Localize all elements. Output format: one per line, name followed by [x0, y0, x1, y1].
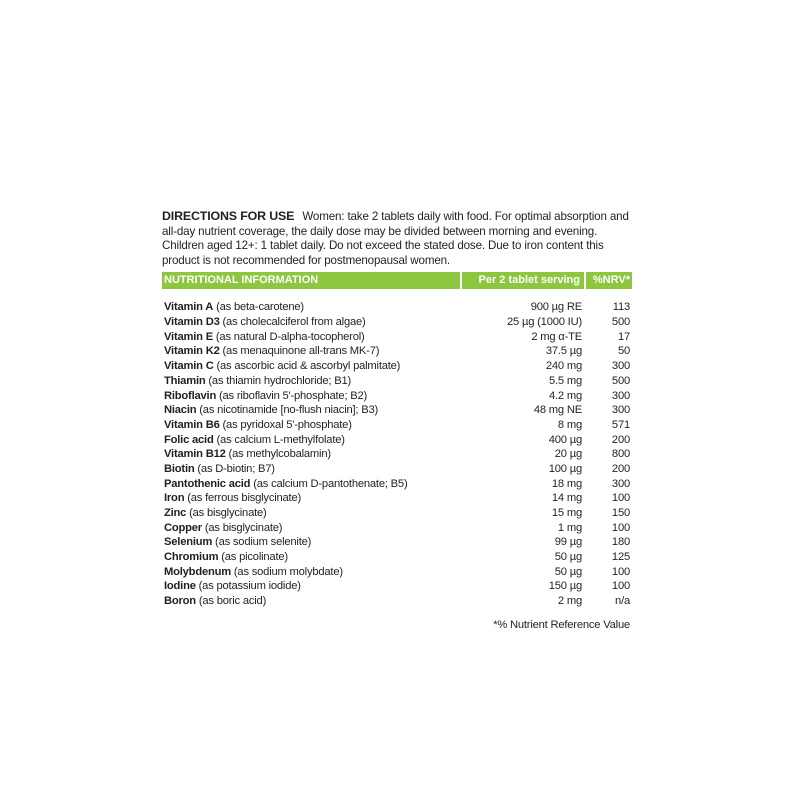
nutrient-cell: [162, 403, 462, 418]
nutrient-source: (as methylcobalamin): [225, 448, 331, 461]
nrv-value: 500: [611, 374, 630, 387]
table-row: [162, 374, 632, 389]
nutrient-name: Molybdenum: [164, 565, 231, 578]
serving-amount: 5.5 mg: [548, 374, 582, 387]
serving-amount: 15 mg: [551, 507, 582, 519]
serving-amount: 2 mg: [557, 595, 582, 608]
serving-amount: 8 mg: [557, 418, 582, 431]
nutrient-cell: [162, 579, 462, 594]
serving-amount: 1 mg: [557, 521, 582, 534]
nutrient-name: Vitamin B6: [164, 418, 220, 431]
nutrient-name: Vitamin K2: [164, 345, 220, 358]
nutrient-cell: [162, 594, 462, 609]
nutrient-cell: [162, 462, 462, 477]
table-row: [162, 433, 632, 448]
nrv-value: 50: [617, 345, 630, 358]
nutrient-cell: [162, 477, 462, 492]
serving-amount: 18 mg: [551, 477, 582, 490]
nutrient-cell: [162, 550, 462, 565]
table-row: [162, 594, 632, 609]
nrv-value: 300: [611, 360, 630, 373]
nutrient-name: Vitamin D3: [164, 316, 220, 329]
table-row: [162, 579, 632, 594]
table-row: [162, 565, 632, 580]
serving-amount: 100 µg: [548, 462, 582, 475]
nutrient-cell: [162, 359, 462, 374]
table-row: [162, 389, 632, 404]
nutrient-source: (as menaquinone all-trans MK-7): [219, 345, 380, 358]
nutrient-source: (as nicotinamide [no-flush niacin]; B3): [196, 404, 379, 417]
nutrient-source: (as sodium selenite): [212, 536, 312, 549]
serving-amount: 37.5 µg: [545, 345, 582, 358]
nutrient-cell: [162, 506, 462, 521]
table-row: [162, 535, 632, 550]
nrv-value: 125: [611, 551, 630, 564]
nutrient-source: (as boric acid): [195, 595, 267, 608]
serving-amount: 48 mg NE: [533, 404, 582, 417]
nutrient-source: (as pyridoxal 5'-phosphate): [219, 418, 352, 431]
nrv-value: 200: [611, 462, 630, 475]
nutrient-cell: [162, 315, 462, 330]
nutrient-name: Boron: [164, 595, 196, 608]
nutrient-name: Riboflavin: [164, 389, 217, 402]
nutrient-source: (as ascorbic acid & ascorbyl palmitate): [213, 360, 401, 373]
nutrient-source: (as D-biotin; B7): [194, 462, 275, 475]
nutrient-cell: [162, 521, 462, 536]
nutrient-name: Copper: [164, 521, 202, 534]
table-row: [162, 477, 632, 492]
nutrient-cell: [162, 374, 462, 389]
serving-amount: 50 µg: [554, 565, 582, 578]
nutrient-source: (as calcium D-pantothenate; B5): [250, 477, 408, 490]
nrv-value: 300: [611, 404, 630, 417]
table-row: [162, 447, 632, 462]
header-nrv: %NRV*: [592, 274, 630, 287]
nutrient-name: Iodine: [164, 580, 196, 593]
directions-paragraph: [162, 209, 632, 268]
nutrient-cell: [162, 300, 462, 315]
table-row: [162, 344, 632, 359]
serving-amount: 4.2 mg: [548, 389, 582, 402]
nrv-value: 180: [611, 536, 630, 549]
nrv-value: 100: [611, 580, 630, 593]
nutrient-cell: [162, 535, 462, 550]
nutrient-name: Biotin: [164, 462, 195, 475]
table-row: [162, 315, 632, 330]
serving-amount: 240 mg: [545, 360, 582, 373]
nutrient-name: Pantothenic acid: [164, 477, 251, 490]
nutrition-table-body: [162, 300, 632, 608]
directions-text: Women: take 2 tablets daily with food. For optimal absorption and all-day nutrient coverage, the daily dose may be divided between morning and evening. Children aged 12+: 1 tablet daily. Do not exceed the stated dose. Due to iron content this product is not recommended for postmenopausal women.: [162, 210, 629, 267]
serving-amount: 25 µg (1000 IU): [507, 316, 582, 329]
nrv-value: 113: [612, 301, 630, 314]
directions-heading: DIRECTIONS FOR USE: [162, 209, 295, 223]
nutrient-name: Niacin: [164, 404, 197, 417]
nutrient-source: (as beta-carotene): [213, 301, 304, 314]
header-nutritional-information: NUTRITIONAL INFORMATION: [162, 272, 462, 289]
nutrient-name: Selenium: [164, 536, 213, 549]
table-row: [162, 359, 632, 374]
nrv-value: 300: [611, 389, 630, 402]
nutrient-name: Vitamin B12: [164, 448, 226, 461]
nrv-value: 571: [611, 418, 630, 431]
nutrient-cell: [162, 330, 462, 345]
serving-amount: 20 µg: [554, 448, 582, 461]
serving-amount: 150 µg: [548, 580, 582, 593]
table-row: [162, 330, 632, 345]
nutrient-cell: [162, 565, 462, 580]
nutrient-source: (as cholecalciferol from algae): [219, 316, 366, 329]
nutrient-source: (as potassium iodide): [195, 580, 301, 593]
nutrient-source: (as sodium molybdate): [231, 565, 343, 578]
serving-amount: 14 mg: [551, 492, 582, 505]
nutrient-source: (as calcium L-methylfolate): [213, 433, 345, 446]
nutrient-name: Vitamin C: [164, 360, 214, 373]
nutrient-source: (as natural D-alpha-tocopherol): [212, 330, 365, 343]
nrv-value: 500: [611, 316, 630, 329]
serving-amount: 400 µg: [548, 433, 582, 446]
nutrient-cell: [162, 344, 462, 359]
nutrient-name: Iron: [164, 492, 185, 505]
nutrition-table-header: [162, 272, 632, 289]
nrv-value: 800: [611, 448, 630, 461]
table-row: [162, 506, 632, 521]
nrv-value: n/a: [615, 595, 630, 608]
nutrient-source: (as ferrous bisglycinate): [184, 492, 302, 505]
serving-amount: 900 µg RE: [530, 301, 582, 314]
serving-amount: 99 µg: [554, 536, 582, 549]
header-per-serving: Per 2 tablet serving: [462, 272, 586, 289]
nutrient-name: Thiamin: [164, 374, 206, 387]
nutrient-source: (as picolinate): [218, 551, 288, 564]
nrv-value: 100: [611, 521, 630, 534]
table-row: [162, 491, 632, 506]
table-row: [162, 300, 632, 315]
table-row: [162, 550, 632, 565]
nrv-value: 100: [611, 565, 630, 578]
nutrient-cell: [162, 389, 462, 404]
nutrient-source: (as thiamin hydrochloride; B1): [205, 374, 352, 387]
nutrient-source: (as bisglycinate): [186, 507, 267, 519]
serving-amount: 50 µg: [554, 551, 582, 564]
nutrient-name: Vitamin E: [164, 330, 213, 343]
nutrient-cell: [162, 491, 462, 506]
nrv-footnote: *% Nutrient Reference Value: [493, 618, 630, 631]
nutrient-source: (as riboflavin 5'-phosphate; B2): [216, 389, 368, 402]
nutrition-label-panel: [162, 209, 632, 631]
nutrient-name: Chromium: [164, 551, 219, 564]
nutrient-source: (as bisglycinate): [201, 521, 283, 534]
nutrient-name: Folic acid: [164, 433, 214, 446]
serving-amount: 2 mg α-TE: [531, 330, 582, 343]
nrv-value: 17: [617, 330, 630, 343]
table-row: [162, 521, 632, 536]
table-row: [162, 418, 632, 433]
nrv-value: 150: [611, 507, 630, 519]
table-row: [162, 403, 632, 418]
nutrient-name: Zinc: [164, 507, 187, 519]
nrv-value: 300: [611, 477, 630, 490]
nutrient-name: Vitamin A: [164, 301, 214, 314]
nrv-value: 200: [611, 433, 630, 446]
nutrient-cell: [162, 418, 462, 433]
table-row: [162, 462, 632, 477]
nrv-value: 100: [611, 492, 630, 505]
nutrient-cell: [162, 433, 462, 448]
nutrient-cell: [162, 447, 462, 462]
